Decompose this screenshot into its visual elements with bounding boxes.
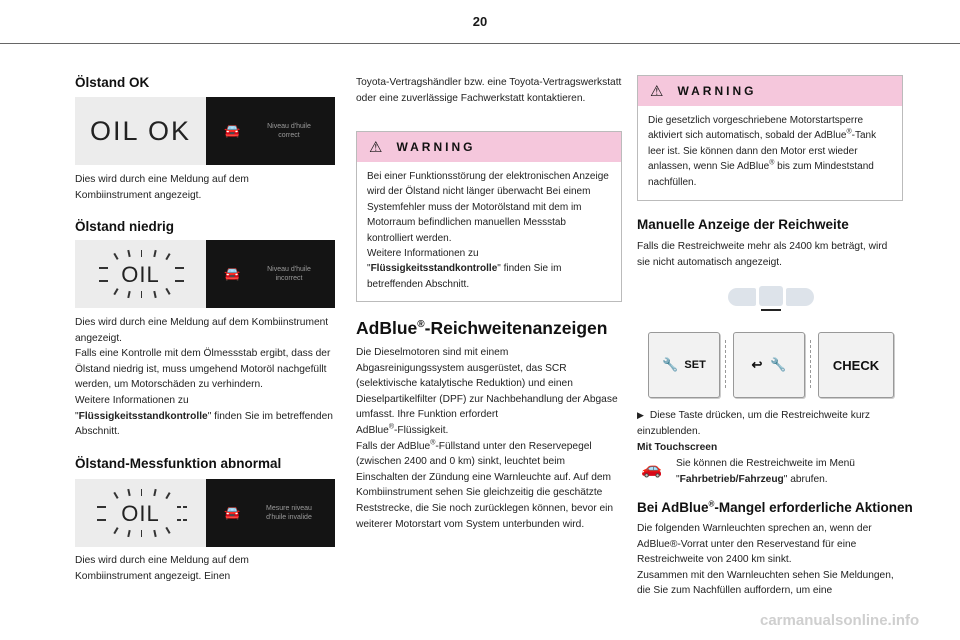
warning-box-oil (356, 131, 622, 302)
cluster-message-panel (206, 97, 335, 165)
link-fluid-check: Flüssigkeitsstandkontrolle (78, 410, 208, 422)
lcd-oil-ok-text: OIL OK (89, 115, 192, 146)
check-button[interactable]: CHECK (818, 332, 894, 398)
link-driving-vehicle: Fahrbetrieb/Fahrzeug (679, 473, 784, 485)
wrench-icon: 🔧 (662, 357, 679, 372)
lcd-oil-abnormal (75, 479, 206, 547)
heading-oil-ok: Ölstand OK (75, 75, 150, 90)
warning-body: Die gesetzlich vorgeschriebene Motorstartsperre aktiviert sich automatisch, sobald der AdBlue®-Tank leer ist. Sie können dann den Motor erst wieder anlassen, wenn Sie AdBlue® bis zum Mindeststand nachfüllen. (648, 115, 877, 188)
wrench-icon: 🔧 (770, 357, 787, 372)
cluster-message: Niveau d'huile incorrect (267, 266, 311, 282)
warning-triangle-icon: ⚠ (650, 83, 664, 100)
warning-header (638, 76, 902, 106)
oil-warning-icon (95, 489, 187, 537)
step-arrow-icon: ▶ (637, 410, 644, 420)
warning-title: WARNING (677, 84, 757, 98)
text-adblue-intro: Die Dieselmotoren sind mit einem Abgasreinigungssystem ausgerüstet, das SCR (selektivische katalytische Reduktion) und einen Dieselpartikelfilter (DPF) zur Nachbehandlung der Abgase umfasst. Ihre Funktion erfordert AdBlue®-Flüssigkeit. Falls der AdBlue®-Füllstand unter den Reservepegel (zwischen 2400 and 0 km) sinkt, leuchtet beim Einschalten der Zündung eine Warnleuchte auf. Auf dem Kombiinstrument sehen Sie gleichzeitig die geschätzte Reststrecke, die Sie noch zurücklegen können, bevor ein weiterer Motorstart vom System unterbunden wird. (356, 347, 618, 530)
watermark: carmanualsonline.info (760, 612, 920, 629)
text-manual-range: Falls die Restreichweite mehr als 2400 km beträgt, wird sie nicht automatisch angezeigt. (637, 241, 888, 268)
steering-switch-illustration (728, 284, 814, 314)
cluster-image-oil-ok (75, 97, 335, 165)
link-fluid-check: Flüssigkeitsstandkontrolle (370, 263, 498, 275)
button-divider (725, 340, 726, 388)
warning-box-adblue (637, 75, 903, 201)
car-icon: 🚘 (224, 266, 241, 281)
lcd-oil-low (75, 240, 206, 308)
text-oil-abnormal: Dies wird durch eine Meldung auf dem Kombiinstrument angezeigt. Einen (75, 555, 249, 582)
button-divider (810, 340, 811, 388)
back-arrow-icon: ↩ (751, 357, 763, 372)
cluster-image-oil-abnormal (75, 479, 335, 547)
heading-oil-low: Ölstand niedrig (75, 219, 175, 234)
cluster-image-oil-low (75, 240, 335, 308)
heading-adblue-range: AdBlue®-Reichweitenanzeigen (356, 318, 608, 338)
touchscreen-car-icon: 🚗 (641, 459, 663, 478)
lcd-oil-low-text: OIL (121, 262, 160, 287)
text-touchscreen: Sie können die Restreichweite im Menü "Fahrbetrieb/Fahrzeug" abrufen. (676, 458, 855, 485)
oil-warning-icon (95, 250, 187, 298)
heading-adblue-shortage: Bei AdBlue®-Mangel erforderliche Aktionen (637, 499, 913, 515)
text-oil-ok: Dies wird durch eine Meldung auf dem Kombiinstrument angezeigt. (75, 174, 249, 201)
text-contact-dealer: Toyota-Vertragshändler bzw. eine Toyota-Vertragswerkstatt oder eine zuverlässige Fachwerkstatt kontaktieren. (356, 77, 622, 104)
text-adblue-shortage: Die folgenden Warnleuchten sprechen an, wenn der AdBlue®-Vorrat unter den Reservestand für eine Restreichweite von 2400 km sinkt. Zusammen mit den Warnleuchten sehen Sie Meldungen, die Sie zum Nachfüllen auffordern, um eine (637, 523, 894, 597)
page-number: 20 (472, 14, 488, 29)
set-button[interactable]: 🔧 SET (648, 332, 720, 398)
touchscreen-title: Mit Touchscreen (637, 442, 718, 453)
lcd-oil-abnormal-text: OIL (121, 501, 160, 526)
heading-manual-range: Manuelle Anzeige der Reichweite (637, 217, 849, 232)
warning-body: Bei einer Funktionsstörung der elektronischen Anzeige wird der Ölstand nicht länger überwacht Bei einem Systemfehler muss der Motorölstand mit dem im Motorraum befindlichen manuellen Messstab kontrolliert werden. Weitere Informationen zu "Flüssigkeitsstandkontrolle" finden Sie im betreffenden Abschnitt. (367, 171, 609, 290)
car-icon: 🚘 (224, 123, 241, 138)
text-oil-low: Dies wird durch eine Meldung auf dem Kombiinstrument angezeigt. Falls eine Kontrolle mit dem Ölmessstab ergibt, dass der Ölstand niedrig ist, muss umgehend Motoröl nachgefüllt werden, um Motorschäden zu verhindern. Weitere Informationen zu "Flüssigkeitsstandkontrolle" finden Sie im betreffenden Abschnitt. (75, 317, 333, 438)
back-wrench-button[interactable] (733, 332, 805, 398)
cluster-message-panel (206, 479, 335, 547)
lcd-oil-ok (75, 97, 206, 165)
warning-triangle-icon: ⚠ (369, 139, 383, 156)
warning-title: WARNING (396, 140, 476, 154)
text-step-press: ▶ Diese Taste drücken, um die Restreichweite kurz einzublenden. (637, 410, 870, 437)
cluster-message: Niveau d'huile correct (267, 123, 311, 139)
warning-header (357, 132, 621, 162)
top-divider (0, 43, 960, 44)
car-icon: 🚘 (224, 505, 241, 520)
cluster-message: Mesure niveau d'huile invalide (266, 505, 312, 521)
heading-oil-abnormal: Ölstand-Messfunktion abnormal (75, 456, 282, 471)
cluster-message-panel (206, 240, 335, 308)
